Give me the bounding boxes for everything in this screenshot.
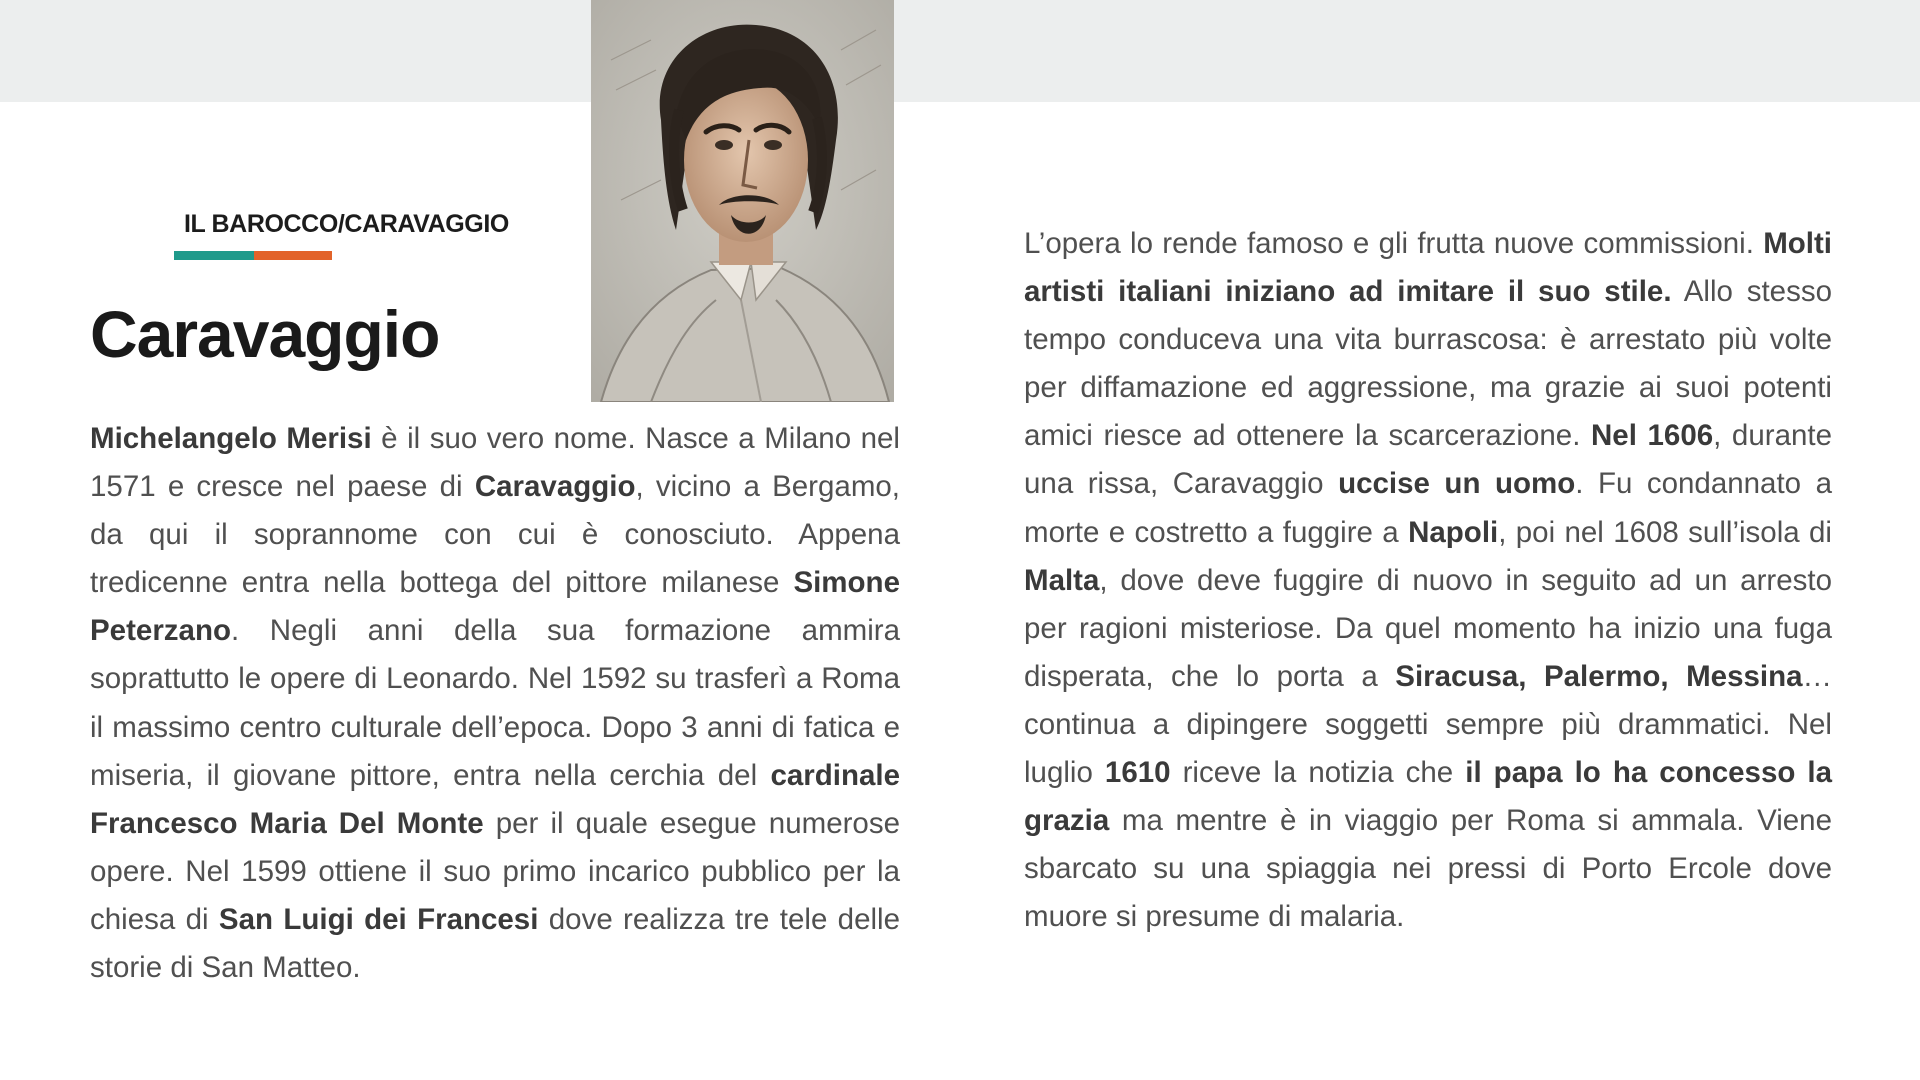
left-text-column xyxy=(90,415,900,992)
body-text: Allo stesso tempo conduceva una vita burrascosa: è arrestato più volte per diffamazione ed aggressione, ma grazie ai suoi potenti amici riesce ad ottenere la scarcerazione. xyxy=(1024,275,1832,453)
body-text: . Negli anni della sua formazione ammira soprattutto le opere di Leonardo. Nel 1592 su trasferì a Roma il massimo centro culturale dell’epoca. Dopo 3 anni di fatica e miseria, il giovane pittore, entra nella cerchia del xyxy=(90,614,900,792)
body-text: dove realizza tre tele delle storie di San Matteo. xyxy=(90,902,901,985)
body-text: per il quale esegue numerose opere. Nel 1599 ottiene il suo primo incarico pubblico per la chiesa di xyxy=(90,806,900,936)
emphasized-text: Napoli xyxy=(1408,515,1499,549)
section-kicker: IL BAROCCO/CARAVAGGIO xyxy=(184,210,509,238)
emphasized-text: uccise un uomo xyxy=(1338,467,1576,501)
emphasized-text: il papa lo ha concesso la grazia xyxy=(1024,756,1833,838)
body-text: , dove deve fuggire di nuovo in seguito ad un arresto per ragioni misteriose. Da quel momento ha inizio una fuga disperata, che lo porta a xyxy=(1024,563,1832,693)
caravaggio-portrait-image xyxy=(591,0,894,402)
body-text: riceve la notizia che xyxy=(1170,756,1466,790)
emphasized-text: Michelangelo Merisi xyxy=(90,422,372,455)
body-text: … continua a dipingere soggetti sempre più drammatici. Nel luglio xyxy=(1024,659,1832,790)
emphasized-text: San Luigi dei Francesi xyxy=(218,902,539,936)
right-text-column xyxy=(1024,220,1832,941)
body-text: , poi nel 1608 sull’isola di xyxy=(1498,515,1832,549)
emphasized-text: Caravaggio xyxy=(474,470,636,504)
emphasized-text: 1610 xyxy=(1104,756,1171,790)
emphasized-text: Malta xyxy=(1024,563,1100,597)
body-text: L’opera lo rende famoso e gli frutta nuove commissioni. xyxy=(1024,227,1764,260)
body-text: , durante una rissa, Caravaggio xyxy=(1024,419,1832,501)
top-band xyxy=(0,0,1920,102)
page-title: Caravaggio xyxy=(90,297,440,371)
emphasized-text: Siracusa, Palermo, Messina xyxy=(1395,659,1803,693)
kicker-underline-orange xyxy=(254,251,332,260)
body-text: . Fu condannato a morte e costretto a fuggire a xyxy=(1024,467,1832,549)
emphasized-text: Nel 1606 xyxy=(1591,419,1714,453)
emphasized-text: Molti artisti italiani iniziano ad imitare il suo stile. xyxy=(1024,227,1832,309)
body-text: è il suo vero nome. Nasce a Milano nel 1571 e cresce nel paese di xyxy=(90,422,900,504)
body-text: ma mentre è in viaggio per Roma si ammala. Viene sbarcato su una spiaggia nei pressi di Porto Ercole dove muore si presume di malaria. xyxy=(1024,804,1832,934)
body-text: , vicino a Bergamo, da qui il soprannome con cui è conosciuto. Appena tredicenne entra nella bottega del pittore milanese xyxy=(90,470,900,600)
emphasized-text: Simone Peterzano xyxy=(90,566,900,648)
emphasized-text: cardinale Francesco Maria Del Monte xyxy=(90,758,900,840)
kicker-underline-teal xyxy=(174,251,254,260)
